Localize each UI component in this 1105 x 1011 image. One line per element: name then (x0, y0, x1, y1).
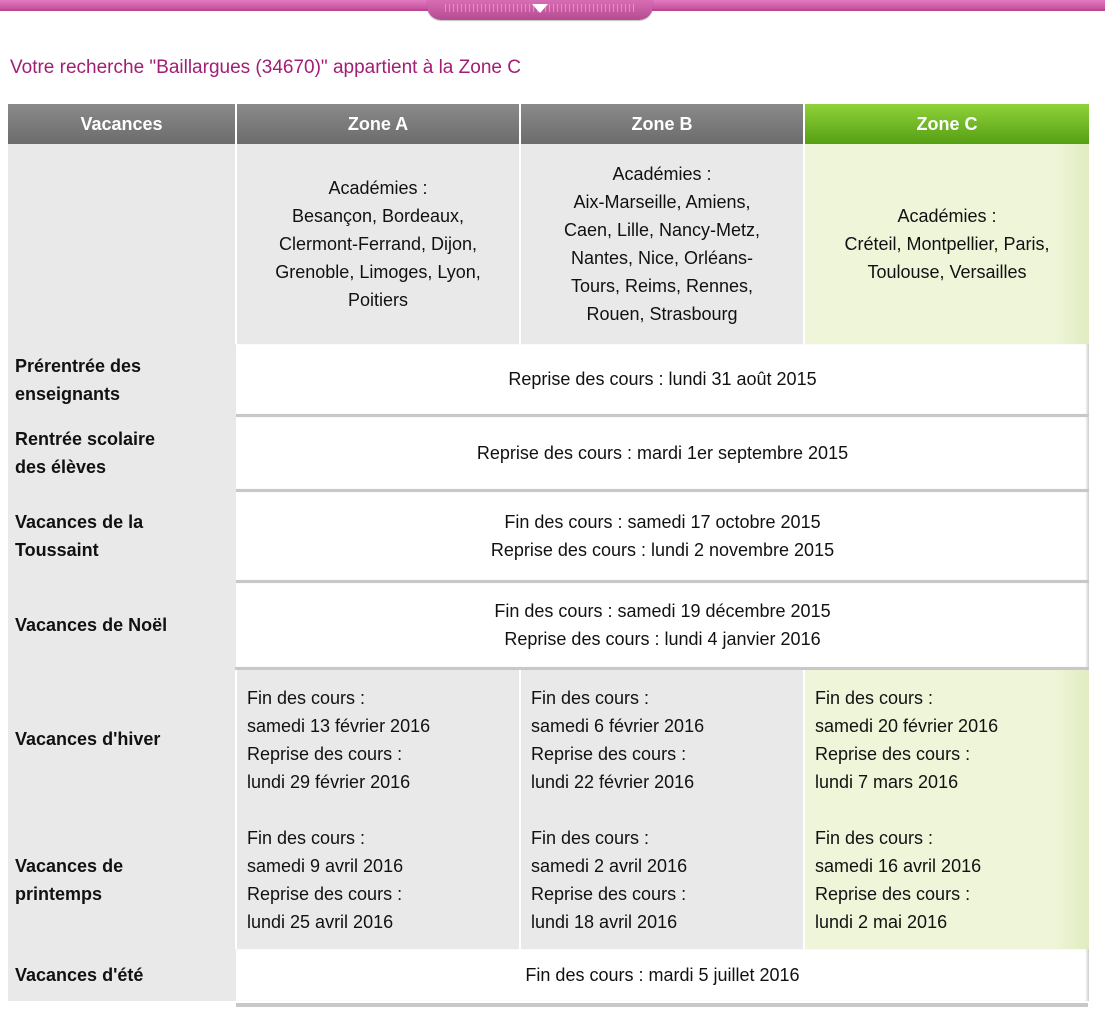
date-line: Reprise des cours : mardi 1er septembre 2015 (476, 443, 849, 463)
date-line: Reprise des cours : (815, 744, 971, 764)
zone-c-cell (804, 810, 1089, 949)
date-line: Fin des cours : (531, 688, 650, 708)
zone-c-cell (804, 669, 1089, 811)
date-line: Fin des cours : (815, 827, 934, 848)
table-row (8, 669, 1089, 811)
zone-a-cell (236, 669, 520, 811)
date-line: Reprise des cours : (531, 883, 687, 904)
date-line: lundi 25 avril 2016 (247, 911, 394, 932)
table-row (8, 344, 1089, 416)
table-row (8, 491, 1089, 582)
academies-heading: Académies : (328, 178, 428, 198)
academies-heading: Académies : (612, 164, 712, 184)
table-row (8, 810, 1089, 949)
row-label-line: des élèves (15, 457, 107, 477)
date-line: Reprise des cours : (247, 744, 403, 764)
academies-list-line: Toulouse, Versailles (867, 262, 1027, 282)
zone-b-cell (520, 669, 804, 811)
row-label (8, 344, 236, 416)
academies-list-line: Grenoble, Limoges, Lyon, (275, 262, 481, 282)
row-label-line: Vacances de (15, 855, 124, 876)
academies-row (8, 144, 1089, 344)
date-line: Fin des cours : (815, 688, 934, 708)
academies-list-line: Créteil, Montpellier, Paris, (844, 234, 1050, 254)
row-label-line: Vacances d'été (15, 965, 144, 985)
row-label-line: Vacances de la (15, 512, 144, 532)
academies-list-line: Aix-Marseille, Amiens, (573, 192, 751, 212)
date-line: Fin des cours : (247, 688, 366, 708)
academies-list-line: Tours, Reims, Rennes, (570, 276, 754, 296)
date-line: samedi 6 février 2016 (531, 716, 705, 736)
academies-list-line: Clermont-Ferrand, Dijon, (278, 234, 478, 254)
academies-label-cell (8, 144, 236, 344)
chevron-down-icon (532, 4, 548, 13)
row-label-line: Prérentrée des (15, 355, 142, 376)
date-line: samedi 2 avril 2016 (531, 855, 688, 876)
date-line: samedi 16 avril 2016 (815, 855, 982, 876)
table-header-row (8, 104, 1089, 144)
date-line: Fin des cours : (531, 827, 650, 848)
all-zones-cell (236, 344, 1089, 416)
row-label-line: Rentrée scolaire (15, 429, 156, 449)
academies-list-line: Nantes, Nice, Orléans- (570, 248, 754, 268)
date-line: Fin des cours : mardi 5 juillet 2016 (525, 965, 800, 985)
date-line: Reprise des cours : lundi 31 août 2015 (508, 369, 817, 389)
row-label (8, 949, 236, 1001)
academies-heading: Académies : (897, 206, 997, 226)
academies-list-line: Rouen, Strasbourg (586, 304, 738, 324)
school-holidays-table (8, 104, 1089, 1001)
date-line: samedi 13 février 2016 (247, 716, 431, 736)
header-vacances: Vacances (8, 104, 236, 144)
row-label (8, 416, 236, 491)
all-zones-cell (236, 949, 1089, 1001)
date-line: samedi 9 avril 2016 (247, 855, 404, 876)
all-zones-cell (236, 582, 1089, 669)
header-zone-c: Zone C (804, 104, 1089, 144)
date-line: Reprise des cours : (247, 883, 403, 904)
date-line: Fin des cours : samedi 17 octobre 2015 (504, 512, 821, 532)
academies-list-line: Poitiers (347, 290, 409, 310)
date-line: Reprise des cours : lundi 4 janvier 2016 (504, 629, 821, 649)
academies-zone-a (236, 144, 520, 344)
header-zone-b: Zone B (520, 104, 804, 144)
row-label (8, 491, 236, 582)
date-line: lundi 7 mars 2016 (815, 772, 959, 792)
row-label (8, 669, 236, 811)
table-row (8, 416, 1089, 491)
row-label-line: enseignants (15, 383, 121, 404)
academies-zone-b (520, 144, 804, 344)
academies-zone-c (804, 144, 1089, 344)
academies-list-line: Besançon, Bordeaux, (291, 206, 465, 226)
zone-a-cell (236, 810, 520, 949)
table-row (8, 949, 1089, 1001)
row-label-line: Toussaint (15, 540, 99, 560)
date-line: Reprise des cours : lundi 2 novembre 2015 (490, 540, 835, 560)
search-result-title: Votre recherche "Baillargues (34670)" appartient à la Zone C (10, 57, 521, 78)
date-line: Reprise des cours : (815, 883, 971, 904)
date-line: Fin des cours : samedi 19 décembre 2015 (494, 601, 831, 621)
zone-b-cell (520, 810, 804, 949)
row-label (8, 810, 236, 949)
table-row (8, 582, 1089, 669)
academies-list-line: Caen, Lille, Nancy-Metz, (563, 220, 761, 240)
date-line: lundi 18 avril 2016 (531, 911, 678, 932)
all-zones-cell (236, 416, 1089, 491)
panel-toggle-tab[interactable] (427, 0, 653, 20)
header-zone-a: Zone A (236, 104, 520, 144)
row-label-line: Vacances de Noël (15, 615, 168, 635)
row-label-line: Vacances d'hiver (15, 729, 161, 750)
date-line: Fin des cours : (247, 827, 366, 848)
date-line: lundi 22 février 2016 (531, 772, 695, 792)
row-label (8, 582, 236, 669)
date-line: Reprise des cours : (531, 744, 687, 764)
all-zones-cell (236, 491, 1089, 582)
date-line: samedi 20 février 2016 (815, 716, 999, 736)
date-line: lundi 29 février 2016 (247, 772, 411, 792)
table-bottom-border (236, 1003, 1088, 1007)
row-label-line: printemps (15, 883, 103, 904)
date-line: lundi 2 mai 2016 (815, 911, 948, 932)
